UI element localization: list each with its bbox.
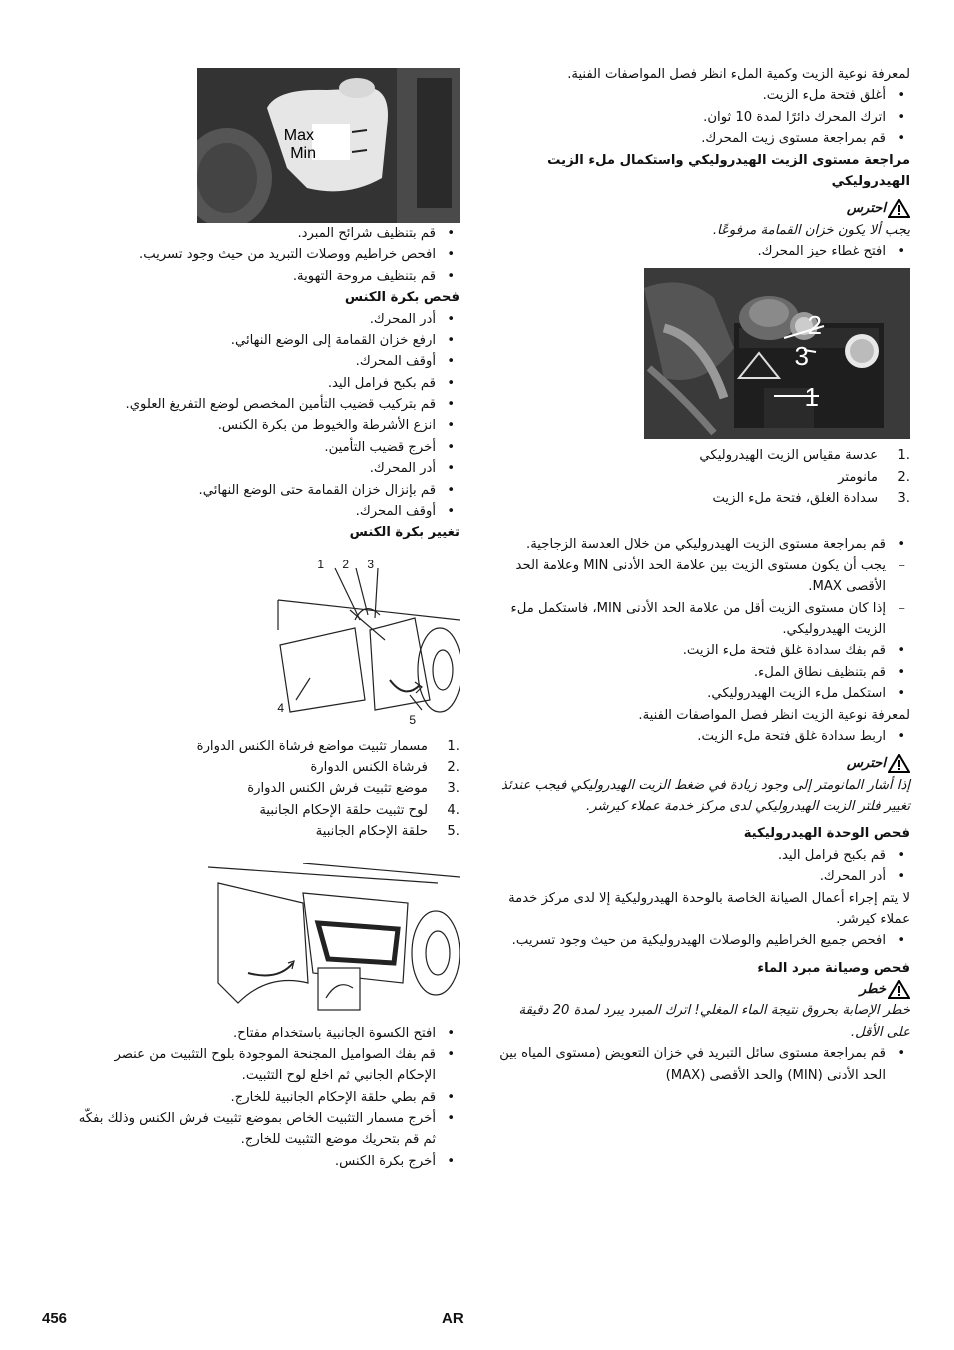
legend-item: 1. عدسة مقياس الزيت الهيدروليكي [699, 448, 910, 464]
danger-text: خطر الإصابة بحروق نتيجة الماء المغلي! اترك المبرد يبرد لمدة 20 دقيقة على الأقل. [518, 1003, 910, 1040]
legend-item: 2. مانومتر [838, 469, 910, 485]
list-item: • قم بتنظيف نطاق الملء. [496, 662, 910, 683]
check-roller-steps [74, 309, 460, 523]
legend-item: 4. لوح تثبيت حلقة الإحكام الجانبية [259, 802, 460, 818]
list-item: • قم بتركيب قضيب التأمين المخصص لوضع التفريغ العلوي. [74, 394, 460, 415]
list-item: • قم بكبح فرامل اليد. [496, 845, 910, 866]
warning-triangle-icon [888, 980, 910, 999]
side-cover-drawing [208, 863, 460, 1013]
list-item: • قم بتنظيف مروحة التهوية. [74, 266, 460, 287]
list-item: • افحص خراطيم ووصلات التبريد من حيث وجود تسريب. [74, 244, 460, 265]
caution-text: إذا أشار المانومتر إلى وجود زيادة في ضغط الزيت الهيدروليكي فيجب عندئذ تغيير فلتر الزيت الهيدروليكي لدى مركز خدمة عملاء كيرشر. [501, 777, 910, 814]
danger-notice [496, 979, 910, 1000]
list-item: • انزع الأشرطة والخيوط من بكرة الكنس. [74, 415, 460, 436]
list-item: • ارفع خزان القمامة إلى الوضع النهائي. [74, 330, 460, 351]
list-item: • أوقف المحرك. [74, 351, 460, 372]
warning-triangle-icon [888, 754, 910, 773]
caution-title: احترس [846, 756, 886, 772]
language-code: AR [442, 1310, 464, 1327]
list-item: • أدر المحرك. [74, 458, 460, 479]
list-item: • استكمل ملء الزيت الهيدروليكي. [496, 683, 910, 704]
caution-text: يجب ألا يكون خزان القمامة مرفوعًا. [712, 222, 910, 238]
check-roller-heading: فحص بكرة الكنس [344, 290, 460, 306]
caution-1 [496, 198, 910, 219]
roller-diagram [260, 560, 460, 730]
coolant-tank-photo [197, 68, 460, 223]
legend-item: 2. فرشاة الكنس الدوارة [310, 760, 460, 775]
list-item: • قم بمراجعة مستوى الزيت الهيدروليكي من خلال العدسة الزجاجية. [496, 534, 910, 555]
engine-oil-steps [496, 85, 910, 149]
list-item: • اترك المحرك دائرًا لمدة 10 ثوان. [496, 107, 910, 128]
caution-2 [496, 753, 910, 774]
list-item: • قم بمراجعة مستوى سائل التبريد في خزان التعويض (مستوى المياه بين الحد الأدنى (MIN) والحد الأقصى (MAX) [496, 1043, 910, 1086]
list-item: • أدر المحرك. [496, 866, 910, 887]
min-label: Min [290, 145, 316, 162]
list-item: • قم بإنزال خزان القمامة حتى الوضع النهائي. [74, 480, 460, 501]
hydraulic-unit-heading: فحص الوحدة الهيدروليكية [743, 826, 910, 842]
photo-callout-3: 3 [794, 341, 809, 372]
list-item: • قم بكبح فرامل اليد. [74, 373, 460, 394]
radiator-steps [74, 223, 460, 287]
list-item: – يجب أن يكون مستوى الزيت بين علامة الحد الأدنى MIN وعلامة الحد الأقصى MAX. [496, 555, 910, 598]
list-item: • أخرج بكرة الكنس. [74, 1151, 460, 1172]
list-item: • افحص جميع الخراطيم والوصلات الهيدروليكية من حيث وجود تسريب. [496, 930, 910, 951]
list-item: • أخرج مسمار التثبيت الخاص بموضع تثبيت فرش الكنس وذلك بفكّه ثم قم بتحريك موضع التثبيت للخارج. [74, 1108, 460, 1151]
list-item: • أغلق فتحة ملء الزيت. [496, 85, 910, 106]
list-item: • أوقف المحرك. [74, 501, 460, 522]
roller-diagram-drawing [260, 560, 460, 730]
list-item: • أخرج قضيب التأمين. [74, 437, 460, 458]
diagram-callout-2: 2 [342, 559, 349, 571]
list-item: • افتح غطاء حيز المحرك. [496, 241, 910, 262]
photo-callout-1: 1 [804, 382, 819, 413]
max-label: Max [283, 127, 314, 144]
legend-item: 1. مسمار تثبيت مواضع فرشاة الكنس الدوارة [196, 738, 460, 754]
hydraulic-photo-drawing [644, 268, 910, 439]
diagram-callout-5: 5 [409, 712, 416, 727]
maintenance-note: لا يتم إجراء أعمال الصيانة الخاصة بالوحدة الهيدروليكية إلا لدى مركز خدمة عملاء كيرشر. [508, 890, 910, 927]
warning-triangle-icon [888, 199, 910, 218]
legend-item: 3. موضع تثبيت فرش الكنس الدوارة [247, 781, 460, 797]
diagram-callout-4: 4 [277, 700, 284, 715]
diagram-callout-3: 3 [367, 559, 374, 571]
oil-spec-note: لمعرفة نوعية الزيت انظر فصل المواصفات الفنية. [638, 707, 910, 723]
legend-item: 3. سدادة الغلق، فتحة ملء الزيت [712, 491, 910, 507]
danger-title: خطر [859, 982, 886, 997]
left-column [74, 64, 460, 1172]
level-rules [496, 555, 910, 641]
list-item: • قم بتنظيف شرائح المبرد. [74, 223, 460, 244]
list-item: • اربط سدادة غلق فتحة ملء الزيت. [496, 726, 910, 747]
list-item: • قم بمراجعة مستوى زيت المحرك. [496, 128, 910, 149]
change-roller-steps [74, 1023, 460, 1173]
change-roller-heading: تغيير بكرة الكنس [349, 525, 460, 541]
diagram-callout-1: 1 [317, 559, 324, 571]
list-item: • قم بفك الصواميل المجنحة الموجودة بلوح التثبيت من عنصر الإحكام الجانبي ثم اخلع لوح التثبيت. [74, 1044, 460, 1087]
hydraulic-legend [496, 445, 910, 509]
coolant-photo-drawing [197, 68, 460, 223]
list-item: • قم بطي حلقة الإحكام الجانبية للخارج. [74, 1087, 460, 1108]
list-item: • قم بفك سدادة غلق فتحة ملء الزيت. [496, 640, 910, 661]
photo-callout-2: 2 [807, 310, 822, 341]
list-item: • افتح الكسوة الجانبية باستخدام مفتاح. [74, 1023, 460, 1044]
right-column [496, 64, 910, 1086]
roller-legend [74, 736, 460, 843]
hydraulic-tank-photo [644, 268, 910, 439]
radiator-heading: فحص وصيانة مبرد الماء [757, 960, 910, 976]
list-item: – إذا كان مستوى الزيت أقل من علامة الحد الأدنى MIN، فاستكمل ملء الزيت الهيدروليكي. [496, 598, 910, 641]
page-number: 456 [42, 1310, 68, 1327]
legend-item: 5. حلقة الإحكام الجانبية [315, 824, 460, 840]
side-cover-diagram [208, 863, 460, 1013]
list-item: • أدر المحرك. [74, 309, 460, 330]
caution-title: احترس [846, 201, 886, 217]
oil-spec-intro: لمعرفة نوعية الزيت وكمية الملء انظر فصل المواصفات الفنية. [567, 67, 910, 82]
hydraulic-oil-heading: مراجعة مستوى الزيت الهيدروليكي واستكمال ملء الزيت الهيدروليكي [547, 152, 910, 189]
